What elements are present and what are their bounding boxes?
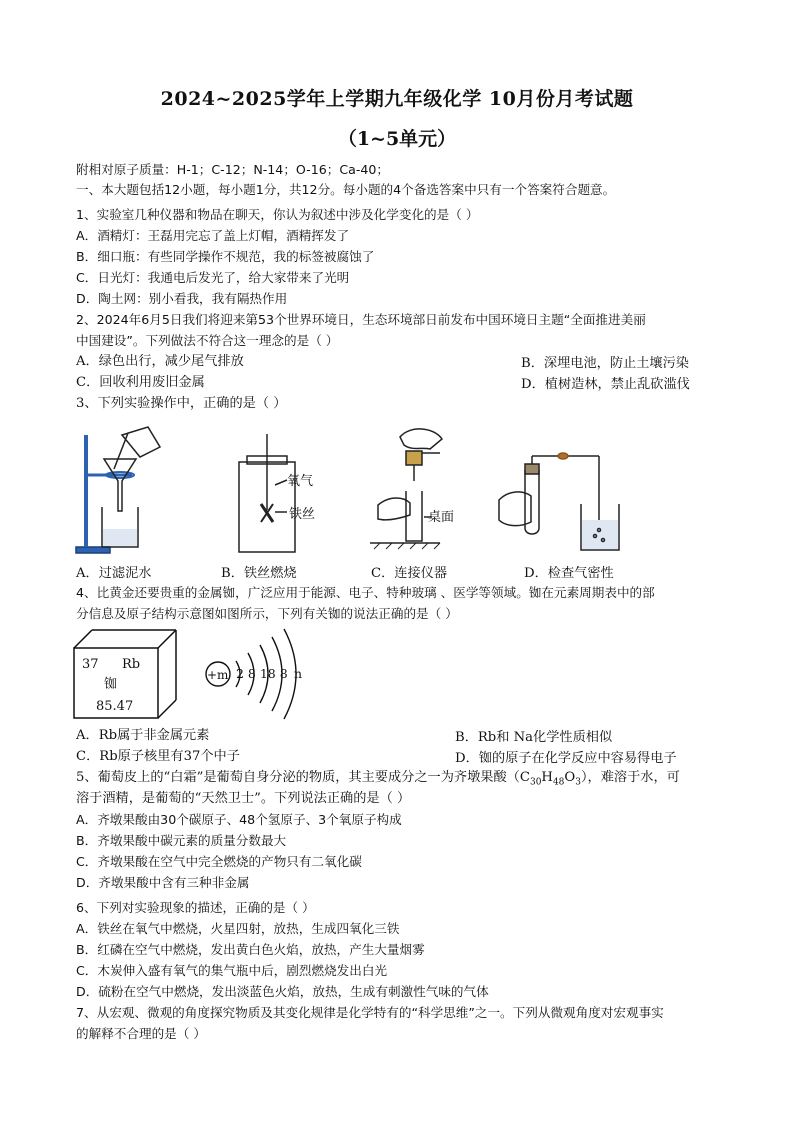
formula-o: O [564, 770, 576, 785]
q5-stem-line2: 溶于酒精，是葡萄的“天然卫士”。下列说法正确的是（ ） [76, 791, 411, 806]
q5-option-c: C．齐墩果酸在空气中完全燃烧的产物只有二氧化碳 [76, 854, 362, 869]
element-symbol: Rb [122, 657, 141, 672]
q3-stem: 3、下列实验操作中，正确的是（ ） [76, 396, 287, 411]
iron-wire-combustion-diagram [225, 430, 335, 555]
q1-option-a: A．酒精灯：王磊用完忘了盖上灯帽，酒精挥发了 [76, 228, 350, 243]
q4-option-b: B．Rb和 Na化学性质相似 [455, 730, 613, 745]
rubidium-atom-structure [200, 625, 310, 725]
q1-option-b: B．细口瓶：有些同学操作不规范，我的标签被腐蚀了 [76, 249, 375, 264]
formula-sub-h: 48 [552, 777, 565, 788]
page-subtitle: （1~5单元） [337, 128, 457, 150]
q1-stem: 1、实验室几种仪器和物品在聊天，你认为叙述中涉及化学变化的是（ ） [76, 207, 479, 222]
q4-option-a: A．Rb属于非金属元素 [76, 728, 210, 743]
q2-option-a: A．绿色出行，减少尾气排放 [76, 354, 244, 369]
element-name: 铷 [104, 677, 118, 692]
formula-h: H [541, 770, 553, 785]
outer-electrons: n [294, 666, 303, 681]
q4-option-c: C．Rb原子核里有37个中子 [76, 749, 240, 764]
q1-option-d: D．陶土网：别小看我，我有隔热作用 [76, 291, 288, 306]
q2-option-d: D．植树造林，禁止乱砍滥伐 [521, 377, 690, 392]
q6-option-a: A．铁丝在氧气中燃烧，火星四射，放热，生成四氧化三铁 [76, 921, 400, 936]
q7-stem-line1: 7、从宏观、微观的角度探究物质及其变化规律是化学特有的“科学思维”之一。下列从微观角度对宏观事实 [76, 1005, 664, 1020]
atomic-mass-note: 附相对原子质量：H-1；C-12；N-14；O-16；Ca-40； [76, 162, 390, 177]
q6-option-c: C．木炭伸入盛有氧气的集气瓶中后，剧烈燃烧发出白光 [76, 963, 388, 978]
filtration-diagram [70, 425, 170, 555]
label-oxygen: 氧气 [287, 474, 314, 489]
q7-stem-line2: 的解释不合理的是（ ） [76, 1026, 206, 1041]
electron-shells: 2 8 18 8 [236, 666, 288, 681]
formula-sub-o: 3 [575, 777, 581, 788]
q5-option-a: A．齐墩果酸由30个碳原子、48个氢原子、3个氧原子构成 [76, 812, 402, 827]
rubidium-periodic-cell [70, 628, 180, 720]
q1-option-c: C．日光灯：我通电后发光了，给大家带来了光明 [76, 270, 350, 285]
q3-option-a: A．过滤泥水 [76, 566, 152, 581]
q4-option-d: D．铷的原子在化学反应中容易得电子 [455, 751, 677, 766]
label-table: 桌面 [428, 510, 455, 525]
section-1-instructions: 一、本大题包括12小题，每小题1分，共12分。每小题的4个备选答案中只有一个答案符合题意。 [76, 182, 616, 197]
q4-stem-line1: 4、比黄金还要贵重的金属铷，广泛应用于能源、电子、特种玻璃 、医学等领域。铷在元素周期表中的部 [76, 585, 655, 600]
q6-stem: 6、下列对实验现象的描述，正确的是（ ） [76, 900, 315, 915]
atomic-mass: 85.47 [96, 699, 134, 714]
q5-option-b: B．齐墩果酸中碳元素的质量分数最大 [76, 833, 287, 848]
atomic-number: 37 [82, 657, 99, 672]
q3-option-c: C．连接仪器 [371, 566, 448, 581]
q3-option-d: D．检查气密性 [524, 566, 614, 581]
q5-stem-part-b: ），难溶于水，可 [580, 770, 680, 785]
q2-stem-line2: 中国建设”。下列做法不符合这一理念的是（ ） [76, 333, 339, 348]
q4-stem-line2: 分信息及原子结构示意图如图所示，下列有关铷的说法正确的是（ ） [76, 606, 458, 621]
page-title: 2024~2025学年上学期九年级化学 10月份月考试题 [160, 88, 634, 110]
nucleus-charge: +m [207, 668, 229, 682]
formula-sub-c: 30 [529, 777, 542, 788]
q6-option-b: B．红磷在空气中燃烧，发出黄白色火焰，放热，产生大量烟雾 [76, 942, 425, 957]
q2-option-b: B．深埋电池，防止土壤污染 [521, 356, 689, 371]
q5-stem-part-a: 5、葡萄皮上的“白霜”是葡萄自身分泌的物质，其主要成分之一为齐墩果酸（C [76, 770, 530, 785]
label-iron-wire: 铁丝 [289, 507, 316, 522]
connect-instrument-diagram [370, 425, 470, 555]
q2-option-c: C．回收利用废旧金属 [76, 375, 205, 390]
q2-stem-line1: 2、2024年6月5日我们将迎来第53个世界环境日，生态环境部日前发布中国环境日主题“全面推进美丽 [76, 312, 646, 327]
q5-option-d: D．齐墩果酸中含有三种非金属 [76, 875, 250, 890]
airtightness-check-diagram [495, 450, 625, 555]
q3-option-b: B．铁丝燃烧 [221, 566, 297, 581]
q6-option-d: D．硫粉在空气中燃烧，发出淡蓝色火焰，放热，生成有刺激性气味的气体 [76, 984, 489, 999]
